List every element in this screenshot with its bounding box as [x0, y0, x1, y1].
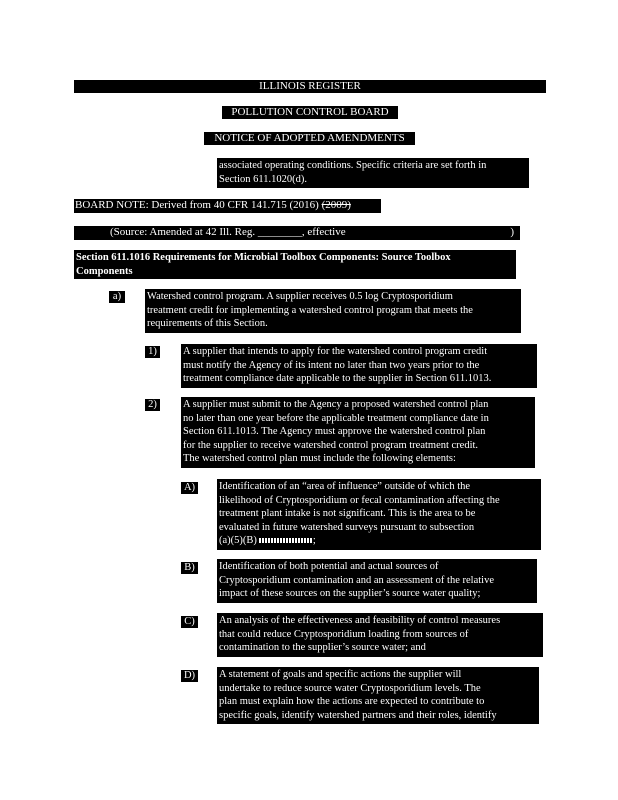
section-title-line: Components: [76, 265, 133, 277]
item-1-line: treatment compliance date applicable to the supplier in Section 611.1013.: [183, 373, 492, 385]
subsection-a-line: Watershed control program. A supplier receives 0.5 log Cryptosporidium: [147, 291, 453, 302]
item-2-line: no later than one year before the applicable treatment compliance date in: [183, 412, 489, 424]
board-title: POLLUTION CONTROL BOARD: [231, 106, 389, 118]
continuation-line: Section 611.1020(d).: [219, 173, 307, 185]
source-line-text: (Source: Amended at 42 Ill. Reg. ________, effective: [110, 226, 346, 238]
notice-header: [204, 132, 415, 145]
source-line-close: ): [510, 226, 514, 238]
item-2-line: for the supplier to receive watershed control program treatment credit.: [183, 439, 479, 451]
item-2-line: Section 611.1013. The Agency must approve the watershed control plan: [183, 426, 486, 438]
item-2-label: 2): [145, 399, 160, 411]
register-title: ILLINOIS REGISTER: [259, 80, 361, 92]
item-C-line: An analysis of the effectiveness and feasibility of control measures: [219, 615, 501, 626]
item-D-line: A statement of goals and specific actions the supplier will: [219, 669, 462, 680]
item-C-label: C): [181, 616, 198, 628]
item-A-tail: ;: [312, 535, 316, 547]
item-C-line: contamination to the supplier’s source water; and: [219, 642, 426, 654]
item-D-label: D): [181, 670, 198, 682]
item-D-line: plan must explain how the actions are expected to contribute to: [219, 696, 485, 708]
subsection-a-text: [145, 289, 521, 333]
item-C-line: that could reduce Cryptosporidium loading from sources of: [219, 628, 469, 640]
item-B-label: B): [181, 562, 198, 574]
continuation-line: associated operating conditions. Specific criteria are set forth in: [219, 160, 487, 171]
item-2-line: A supplier must submit to the Agency a proposed watershed control plan: [183, 399, 489, 410]
board-header: [222, 106, 398, 119]
item-2-line: The watershed control plan must include the following elements:: [183, 453, 456, 465]
subsection-a-line: requirements of this Section.: [147, 318, 268, 330]
item-A-line: evaluated in future watershed surveys pursuant to subsection: [219, 521, 475, 533]
item-B-line: impact of these sources on the supplier’s source water quality;: [219, 588, 481, 600]
item-A-line: treatment plant intake is not significant. This is the area to be: [219, 508, 476, 520]
item-B-line: Identification of both potential and actual sources of: [219, 561, 439, 572]
item-D-text: [217, 667, 539, 724]
source-line: [74, 226, 520, 240]
item-A-text: [217, 479, 541, 550]
redaction-mark: [259, 538, 313, 543]
subsection-a-line: treatment credit for implementing a watershed control program that meets the: [147, 304, 473, 316]
item-A-line: likelihood of Cryptosporidium or fecal contamination affecting the: [219, 494, 500, 506]
item-A-citation: (a)(5)(B): [219, 535, 257, 547]
item-C-text: [217, 613, 543, 657]
continuation-paragraph: [217, 158, 529, 188]
item-D-line: specific goals, identify watershed partners and their roles, identify: [219, 709, 497, 721]
item-A-label: A): [181, 482, 198, 494]
item-B-text: [217, 559, 537, 603]
item-1-text: [181, 344, 537, 388]
item-D-line: undertake to reduce source water Cryptosporidium levels. The: [219, 682, 481, 694]
register-header: [74, 80, 546, 93]
board-note: [74, 199, 381, 213]
section-title: [74, 250, 516, 279]
item-2-text: [181, 397, 535, 468]
notice-title: NOTICE OF ADOPTED AMENDMENTS: [214, 132, 405, 144]
board-note-struck-year: (2009): [321, 199, 351, 211]
item-A-last-line: [219, 534, 539, 548]
section-title-line: Section 611.1016 Requirements for Microbial Toolbox Components: Source Toolbox: [76, 252, 451, 263]
item-1-line: must notify the Agency of its intent no later than two years prior to the: [183, 359, 480, 371]
item-A-line: Identification of an “area of influence” outside of which the: [219, 481, 471, 492]
item-1-line: A supplier that intends to apply for the watershed control program credit: [183, 346, 488, 357]
board-note-text: BOARD NOTE: Derived from 40 CFR 141.715 (2016): [75, 199, 319, 211]
subsection-a-label: a): [109, 291, 125, 303]
item-1-label: 1): [145, 346, 160, 358]
item-B-line: Cryptosporidium contamination and an assessment of the relative: [219, 574, 494, 586]
